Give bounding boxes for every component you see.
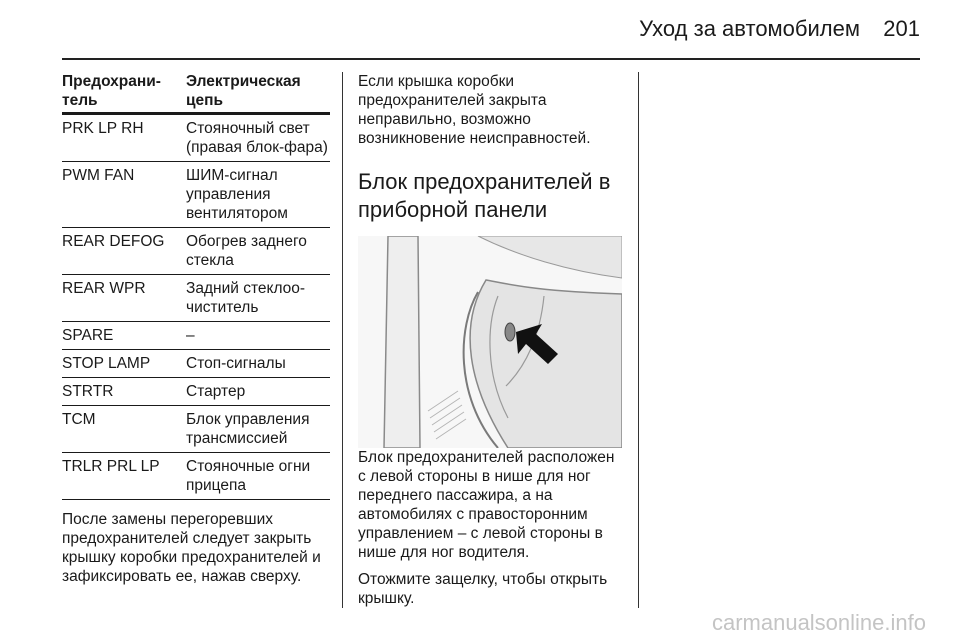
table-row <box>62 162 330 228</box>
circuit-name: Блок управления трансмиссией <box>186 411 310 447</box>
dashboard-drawing <box>358 236 622 448</box>
table-row <box>62 228 330 275</box>
fuse-name: STOP LAMP <box>62 355 151 372</box>
section-heading: Блок предохранителей в приборной панели <box>358 169 611 222</box>
circuit-name: Задний стеклоо-чиститель <box>186 280 306 316</box>
watermark: carmanualsonline.info <box>711 610 926 635</box>
table-body <box>62 115 330 500</box>
fuse-name: TRLR PRL LP <box>62 458 160 475</box>
fuse-name: PRK LP RH <box>62 120 144 137</box>
fuse-table <box>62 72 330 500</box>
circuit-name: Стоп-сигналы <box>186 355 286 372</box>
table-row <box>62 378 330 406</box>
table-header <box>62 72 330 115</box>
table-row <box>62 406 330 453</box>
column-divider <box>638 72 639 608</box>
page-number: 201 <box>883 16 920 41</box>
circuit-name: – <box>186 327 195 344</box>
table-row <box>62 115 330 162</box>
open-cover-paragraph: Отожмите защелку, чтобы открыть крышку. <box>358 571 608 607</box>
paragraph-after-replacement: После замены перегоревших предохранителей следует закрыть крышку коробки предохранителей и зафиксировать ее, нажав сверху. <box>62 511 321 585</box>
middle-column <box>358 72 626 608</box>
fuse-name: TCM <box>62 411 96 428</box>
intro-paragraph: Если крышка коробки предохранителей закрыта неправильно, возможно возникновение неисправностей. <box>358 73 591 147</box>
circuit-name: Обогрев заднего стекла <box>186 233 307 269</box>
table-row <box>62 453 330 500</box>
circuit-name: ШИМ-сигнал управления вентилятором <box>186 167 288 222</box>
header-title: Уход за автомобилем <box>639 16 860 41</box>
latch-icon <box>505 323 515 341</box>
column-header-fuse: Предохрани- тель <box>62 73 161 109</box>
fuse-name: STRTR <box>62 383 114 400</box>
figure-caption: Блок предохранителей расположен с левой стороны в нише для ног переднего пассажира, а на автомобилях с правосторонним управлением – с левой стороны в нише для ног водителя. <box>358 449 615 561</box>
table-row <box>62 275 330 322</box>
fuse-name: PWM FAN <box>62 167 135 184</box>
left-column <box>62 72 330 602</box>
fuse-box-illustration <box>358 236 622 448</box>
header-rule <box>62 58 920 60</box>
table-row <box>62 322 330 350</box>
column-header-circuit: Электрическая цепь <box>186 73 301 109</box>
column-divider <box>342 72 343 608</box>
circuit-name: Стояночный свет (правая блок-фара) <box>186 120 328 156</box>
circuit-name: Стартер <box>186 383 246 400</box>
fuse-name: REAR WPR <box>62 280 146 297</box>
circuit-name: Стояночные огни прицепа <box>186 458 311 494</box>
table-row <box>62 350 330 378</box>
fuse-name: REAR DEFOG <box>62 233 165 250</box>
fuse-name: SPARE <box>62 327 114 344</box>
